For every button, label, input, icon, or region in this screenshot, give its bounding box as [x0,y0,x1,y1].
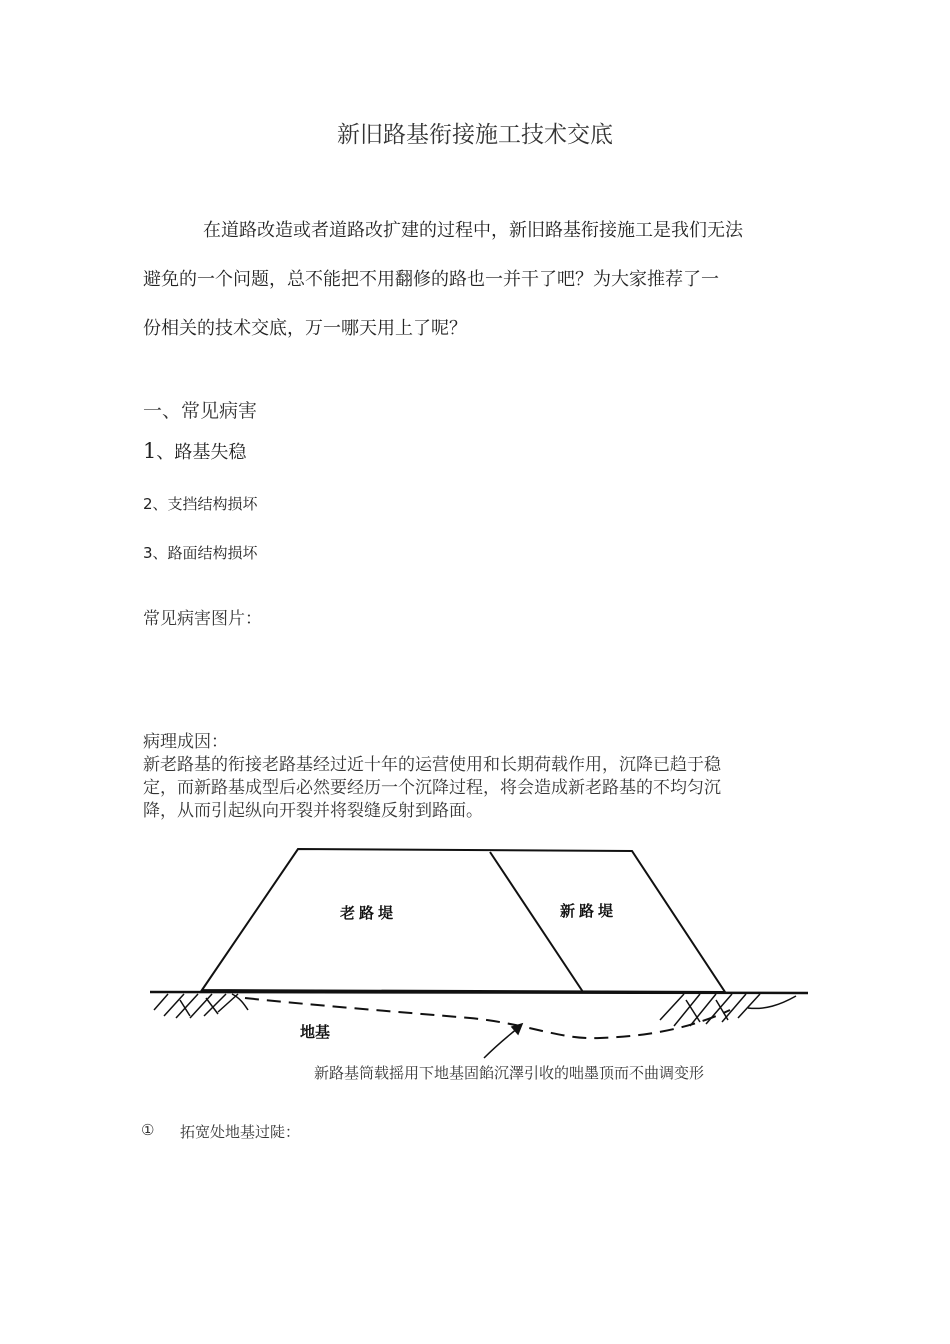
cause-line-3: 降，从而引起纵向开裂并将裂缝反射到路面。 [143,801,483,821]
pictures-label: 常见病害图片： [143,609,262,629]
left-soil-hatch [154,994,248,1018]
list-item-text: 、路基失稳 [156,442,247,463]
old-embankment-label: 老路堤 [340,904,398,922]
diagram-caption: 新路基筒载摇用下地基固餡沉澤引收的咄墨顶而不曲调变形 [314,1064,705,1082]
list-item-retaining-structure: 2、支挡结构损坏 [143,495,258,513]
intro-line-1: 在道路改造或者道路改扩建的过程中，新旧路基衔接施工是我们无法 [203,220,743,241]
step-marker: ① [141,1121,155,1139]
cause-heading: 病理成因： [143,732,228,752]
intro-line-2: 避免的一个问题，总不能把不用翻修的路也一并干了吧？为大家推荐了一 [143,269,719,290]
intro-line-3: 份相关的技术交底，万一哪天用上了呢？ [143,318,467,339]
cause-line-1: 新老路基的衔接老路基经过近十年的运营使用和长期荷载作用，沉降已趋于稳 [143,755,721,775]
new-embankment-label: 新路堤 [560,902,618,920]
embankment-outline [202,849,725,992]
page-title: 新旧路基衔接施工技术交底 [337,122,613,148]
arrow-icon [484,1024,522,1058]
old-new-boundary-line [490,852,583,992]
embankment-diagram [140,840,820,1060]
list-item-number: 1 [143,439,157,463]
step-text: 拓宽处地基过陡： [180,1123,301,1141]
foundation-label: 地基 [300,1023,331,1041]
list-item-pavement-structure: 3、路面结构损坏 [143,544,258,562]
list-item-subgrade-instability [143,438,246,464]
cause-line-2: 定，而新路基成型后必然要经历一个沉降过程，将会造成新老路基的不均匀沉 [143,778,721,798]
ground-line [150,992,808,993]
section-heading-common-defects: 一、常见病害 [143,400,258,422]
